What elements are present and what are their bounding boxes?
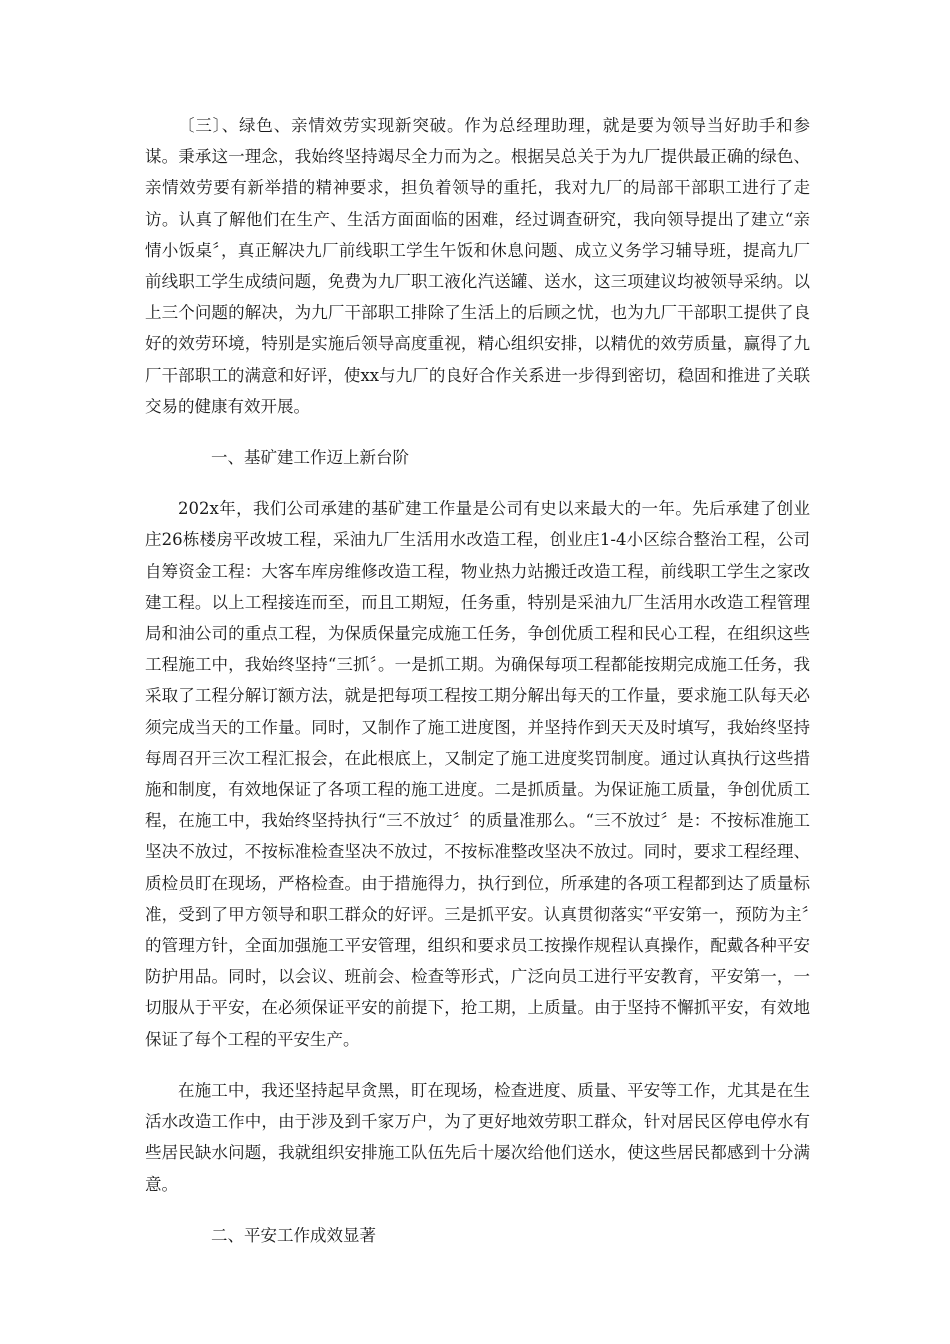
paragraph-construction-work: 202x年，我们公司承建的基矿建工作量是公司有史以来最大的一年。先后承建了创业庄26栋楼房平改坡工程，采油九厂生活用水改造工程，创业庄1-4小区综合整治工程，公司自筹资金工程：大客车库房维修改造工程，物业热力站搬迁改造工程，前线职工学生之家改建工程。以上工程接连而至，而且工期短，任务重，特别是采油九厂生活用水改造工程管理局和油公司的重点工程，为保质保量完成施工任务，争创优质工程和民心工程，在组织这些工程施工中，我始终坚持“三抓〞。一是抓工期。为确保每项工程都能按期完成施工任务，我采取了工程分解订额方法，就是把每项工程按工期分解出每天的工作量，要求施工队每天必须完成当天的工作量。同时，又制作了施工进度图，并坚持作到天天及时填写，我始终坚持每周召开三次工程汇报会，在此根底上，又制定了施工进度奖罚制度。通过认真执行这些措施和制度，有效地保证了各项工程的施工进度。二是抓质量。为保证施工质量，争创优质工程，在施工中，我始终坚持执行“三不放过〞的质量准那么。“三不放过〞是：不按标准施工坚决不放过，不按标准检查坚决不放过，不按标准整改坚决不放过。同时，要求工程经理、质检员盯在现场，严格检查。由于措施得力，执行到位，所承建的各项工程都到达了质量标准，受到了甲方领导和职工群众的好评。三是抓平安。认真贯彻落实“平安第一，预防为主〞的管理方针，全面加强施工平安管理，组织和要求员工按操作规程认真操作，配戴各种平安防护用品。同时，以会议、班前会、检查等形式，广泛向员工进行平安教育，平安第一，一切服从于平安，在必须保证平安的前提下，抢工期，上质量。由于坚持不懈抓平安，有效地保证了每个工程的平安生产。 xyxy=(145,499,810,1049)
section-heading-construction: 一、基矿建工作迈上新台阶 xyxy=(211,448,409,468)
paragraph-green-service: 〔三〕、绿色、亲情效劳实现新突破。作为总经理助理，就是要为领导当好助手和参谋。秉承这一理念，我始终坚持竭尽全力而为之。根据吴总关于为九厂提供最正确的绿色、亲情效劳要有新举措的精神要求，担负着领导的重托，我对九厂的局部干部职工进行了走访。认真了解他们在生产、生活方面面临的困难，经过调查研究，我向领导提出了建立“亲情小饭桌〞，真正解决九厂前线职工学生午饭和休息问题、成立义务学习辅导班，提高九厂前线职工学生成绩问题，免费为九厂职工液化汽送罐、送水，这三项建议均被领导采纳。以上三个问题的解决，为九厂干部职工排除了生活上的后顾之忧，也为九厂干部职工提供了良好的效劳环境，特别是实施后领导高度重视，精心组织安排，以精优的效劳质量，赢得了九厂干部职工的满意和好评，使xx与九厂的良好合作关系进一步得到密切，稳固和推进了关联交易的健康有效开展。 xyxy=(145,116,810,416)
section-heading-safety: 二、平安工作成效显著 xyxy=(211,1225,376,1245)
paragraph-on-site-work: 在施工中，我还坚持起早贪黑，盯在现场，检查进度、质量、平安等工作，尤其是在生活水改造工作中，由于涉及到千家万户，为了更好地效劳职工群众，针对居民区停电停水有些居民缺水问题，我就组织安排施工队伍先后十屡次给他们送水，使这些居民都感到十分满意。 xyxy=(145,1080,810,1194)
document-body xyxy=(145,110,810,1271)
